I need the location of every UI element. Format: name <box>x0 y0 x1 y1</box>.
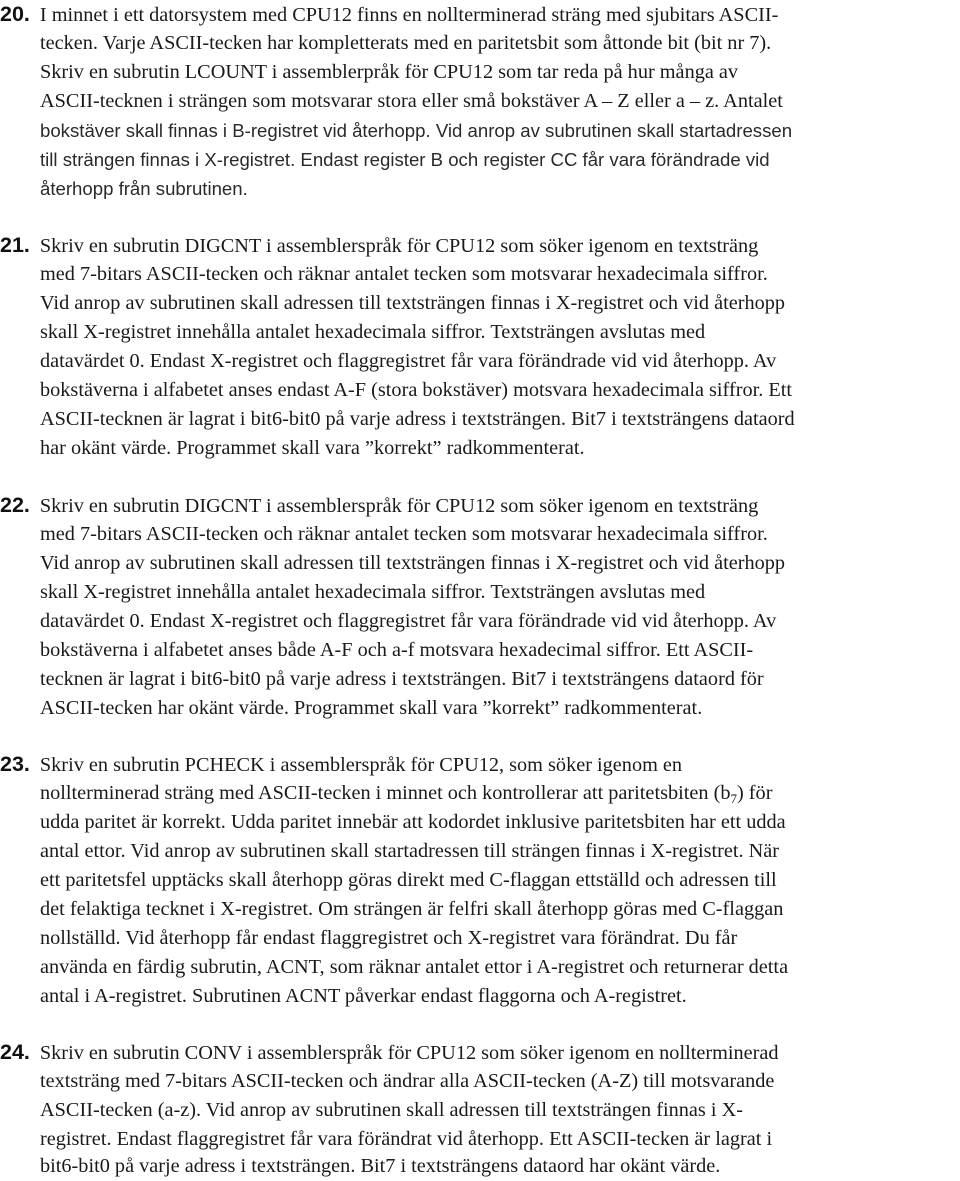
problem-line: nollställd. Vid återhopp får endast flaggregistret och X-registret vara förändrat. Du får <box>40 927 738 949</box>
parity-bit-subscript: 7 <box>730 791 737 806</box>
problem-line: bit6-bit0 på varje adress i textsträngen. Bit7 i textsträngens dataord har okänt värde. <box>40 1155 721 1177</box>
problem-number: 21. <box>0 233 30 257</box>
problem-number: 23. <box>0 752 30 776</box>
problem-line: tecknen är lagrat i bit6-bit0 på varje adress i textsträngen. Bit7 i textsträngens dataord för <box>40 668 764 690</box>
problem-line: Vid anrop av subrutinen skall adressen till textsträngen finnas i X-registret och vid återhopp <box>40 552 786 574</box>
problem-line: till strängen finnas i X-registret. Endast register B och register CC får vara förändrade vid <box>40 149 770 170</box>
problem-line: textsträng med 7-bitars ASCII-tecken och ändrar alla ASCII-tecken (A-Z) till motsvarande <box>40 1070 775 1092</box>
problem-line: skall X-registret innehålla antalet hexadecimala siffror. Textsträngen avslutas med <box>40 321 706 343</box>
problem-line: udda paritet är korrekt. Udda paritet innebär att kodordet inklusive paritetsbiten har ett udda <box>40 811 786 833</box>
problem-line: tecken. Varje ASCII-tecken har kompletterats med en paritetsbit som åttonde bit (bit nr 7). <box>40 32 772 54</box>
problem-line: 21. Skriv en subrutin DIGCNT i assemblerspråk för CPU12 som söker igenom en textsträng <box>0 233 759 257</box>
problem-line: registret. Endast flaggregistret får vara förändrat vid återhopp. Ett ASCII-tecken är lagrat i <box>40 1128 773 1150</box>
problem-line: bokstäver skall finnas i B-registret vid återhopp. Vid anrop av subrutinen skall startadressen <box>40 120 793 141</box>
problem-line: skall X-registret innehålla antalet hexadecimala siffror. Textsträngen avslutas med <box>40 581 706 603</box>
problem-line: har okänt värde. Programmet skall vara ”korrekt” radkommenterat. <box>40 437 585 459</box>
problem-line: Vid anrop av subrutinen skall adressen till textsträngen finnas i X-registret och vid återhopp <box>40 292 786 314</box>
problem-line: bokstäverna i alfabetet anses både A-F och a-f motsvara hexadecimal siffror. Ett ASCII- <box>40 639 754 661</box>
problem-line: 20. I minnet i ett datorsystem med CPU12 finns en nollterminerad sträng med sjubitars ASCII- <box>0 2 779 26</box>
problem-line: det felaktiga tecknet i X-registret. Om strängen är felfri skall återhopp göras med C-flaggan <box>40 898 784 920</box>
problem-line: ASCII-tecknen är lagrat i bit6-bit0 på varje adress i textsträngen. Bit7 i textsträngens dataord <box>40 408 795 430</box>
problem-line: Skriv en subrutin LCOUNT i assemblerpråk för CPU12 som tar reda på hur många av <box>40 61 739 83</box>
problem-line: datavärdet 0. Endast X-registret och flaggregistret får vara förändrade vid vid återhopp. Av <box>40 610 777 632</box>
problem-line: använda en färdig subrutin, ACNT, som räknar antalet ettor i A-registret och returnerar detta <box>40 956 789 978</box>
problem-line: med 7-bitars ASCII-tecken och räknar antalet tecken som motsvarar hexadecimala siffror. <box>40 523 768 545</box>
problem-line: antal ettor. Vid anrop av subrutinen skall startadressen till strängen finnas i X-registret. När <box>40 840 780 862</box>
problem-line: 23. Skriv en subrutin PCHECK i assemblerspråk för CPU12, som söker igenom en <box>0 752 683 776</box>
problem-line: med 7-bitars ASCII-tecken och räknar antalet tecken som motsvarar hexadecimala siffror. <box>40 263 768 285</box>
problem-line: 22. Skriv en subrutin DIGCNT i assemblerspråk för CPU12 som söker igenom en textsträng <box>0 493 759 517</box>
problem-line: återhopp från subrutinen. <box>40 178 248 199</box>
problem-number: 22. <box>0 493 30 517</box>
problem-line: bokstäverna i alfabetet anses endast A-F (stora bokstäver) motsvara hexadecimala siffror. Ett <box>40 379 793 401</box>
problem-number: 20. <box>0 2 30 26</box>
problem-line: antal i A-registret. Subrutinen ACNT påverkar endast flaggorna och A-registret. <box>40 985 687 1007</box>
problem-number: 24. <box>0 1040 30 1064</box>
problem-line: ASCII-tecken (a-z). Vid anrop av subrutinen skall adressen till textsträngen finnas i X- <box>40 1099 743 1121</box>
problem-line: nollterminerad sträng med ASCII-tecken i minnet och kontrollerar att paritetsbiten (b7) för <box>40 782 773 806</box>
problem-line: ett paritetsfel upptäcks skall återhopp göras direkt med C-flaggan ettställd och adressen till <box>40 869 777 891</box>
problem-line: 24. Skriv en subrutin CONV i assemblerspråk för CPU12 som söker igenom en nollterminerad <box>0 1040 779 1064</box>
problem-line: ASCII-tecknen i strängen som motsvarar stora eller små bokstäver A – Z eller a – z. Antalet <box>40 90 783 112</box>
problem-line: ASCII-tecken har okänt värde. Programmet skall vara ”korrekt” radkommenterat. <box>40 697 703 719</box>
problem-line: datavärdet 0. Endast X-registret och flaggregistret får vara förändrade vid vid återhopp. Av <box>40 350 777 372</box>
